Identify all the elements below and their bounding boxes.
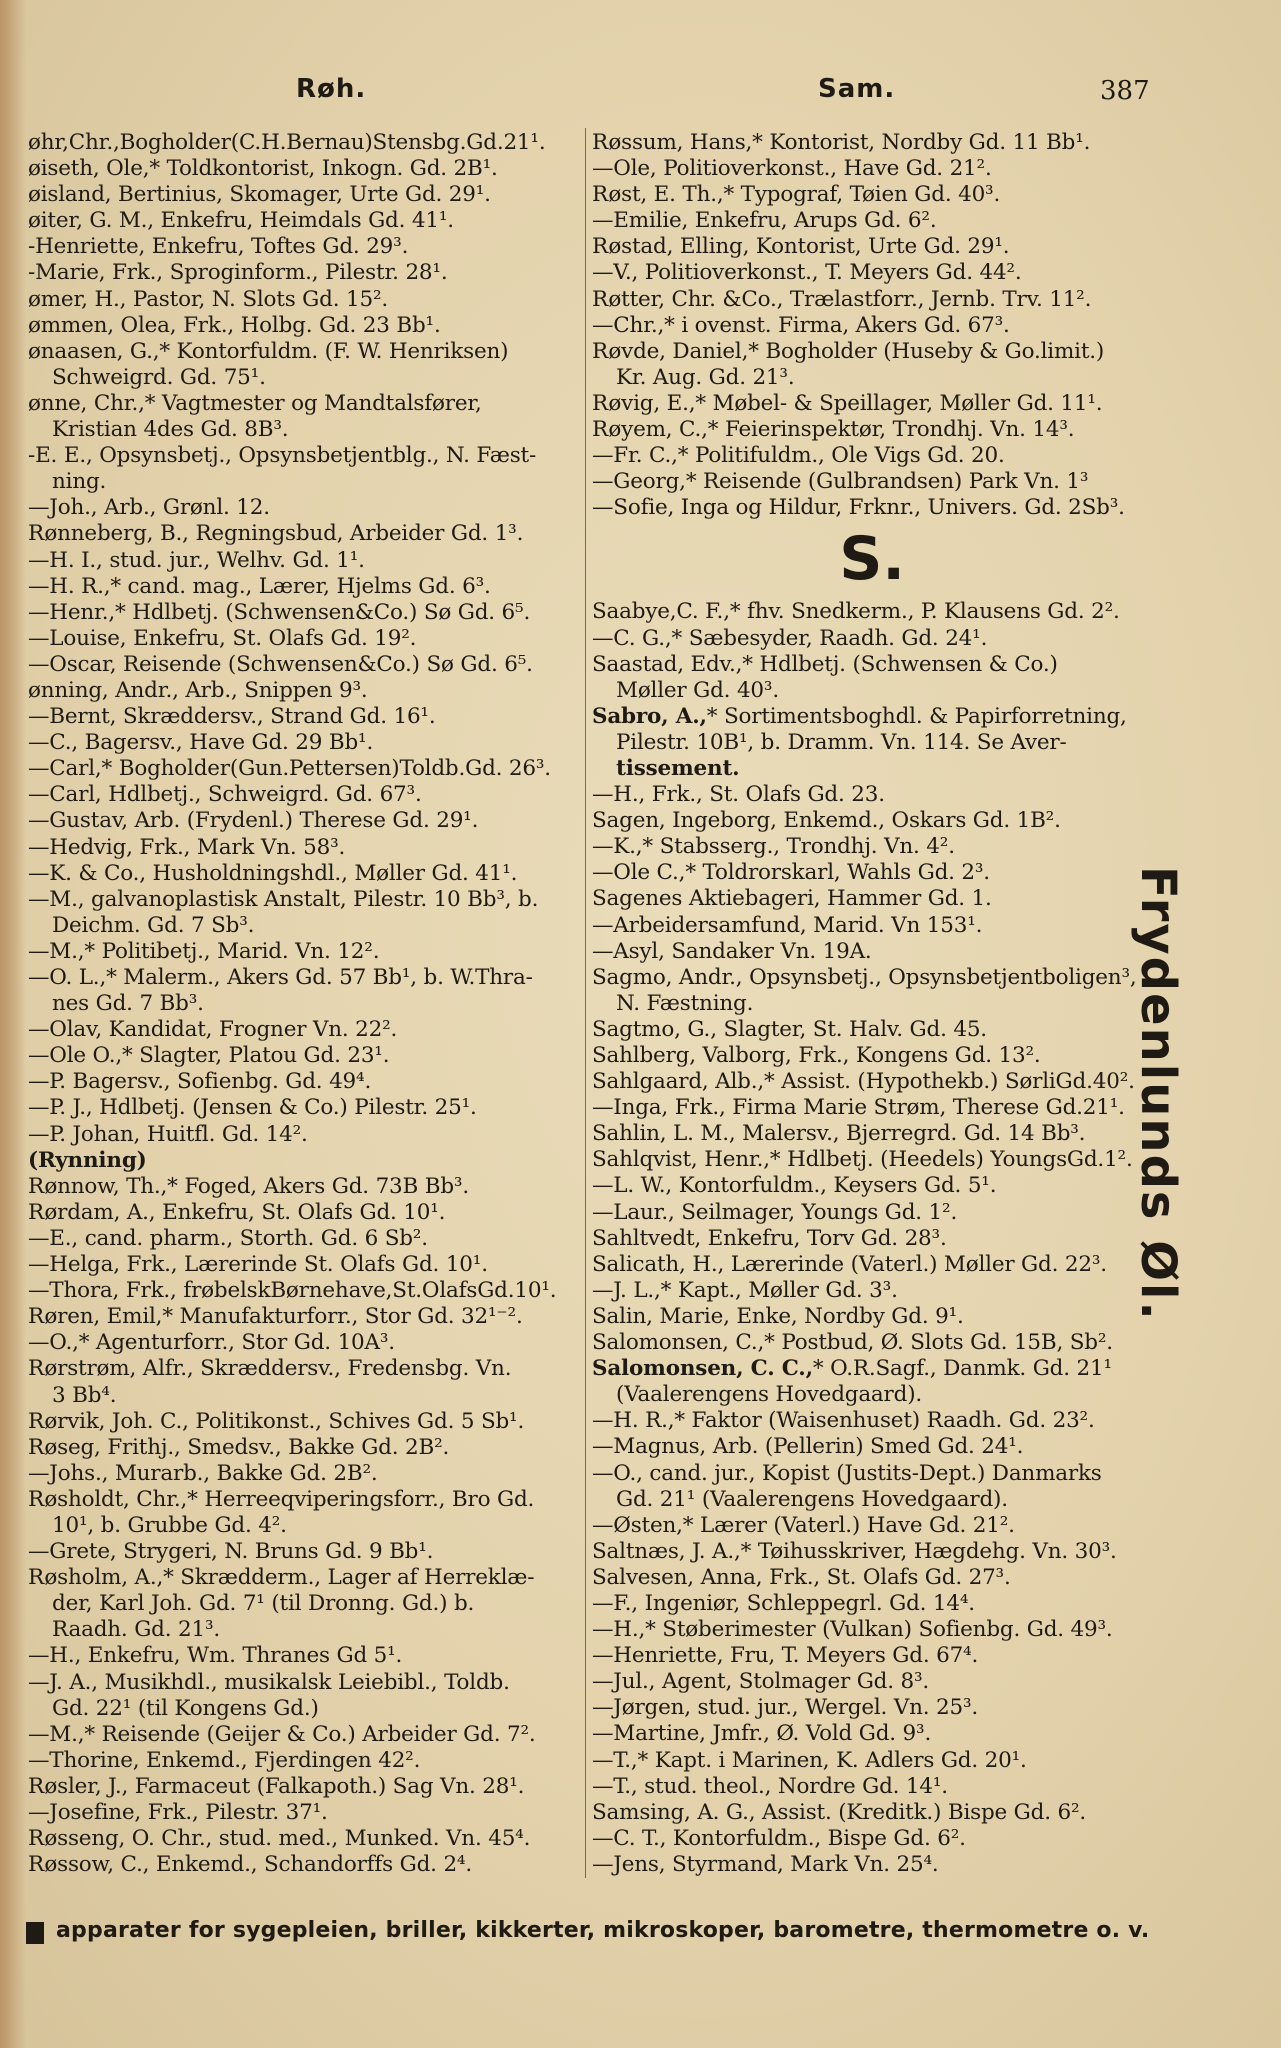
directory-entry: Sahlgaard, Alb.,* Assist. (Hypothekb.) SørliGd.40². [592, 1069, 1135, 1095]
page-number: 387 [1100, 76, 1150, 106]
right-column-s-entries [592, 599, 1152, 1878]
directory-entry: Sagenes Aktiebageri, Hammer Gd. 1. [592, 886, 992, 912]
directory-entry: —O., cand. jur., Kopist (Justits-Dept.) Danmarks [592, 1460, 1102, 1486]
directory-entry: Rørstrøm, Alfr., Skræddersv., Fredensbg. Vn. [28, 1356, 512, 1382]
right-column [592, 130, 1152, 1878]
directory-entry: Saabye,C. F.,* fhv. Snedkerm., P. Klausens Gd. 2². [592, 599, 1120, 625]
directory-entry: —H., Enkefru, Wm. Thranes Gd 5¹. [28, 1643, 403, 1669]
directory-entry: ønning, Andr., Arb., Snippen 9³. [28, 677, 368, 703]
directory-entry: —P. Johan, Huitfl. Gd. 14². [28, 1121, 308, 1147]
directory-entry: ømmen, Olea, Frk., Holbg. Gd. 23 Bb¹. [28, 312, 441, 338]
directory-entry: Sahltvedt, Enkefru, Torv Gd. 28³. [592, 1225, 947, 1251]
directory-entry: —Louise, Enkefru, St. Olafs Gd. 19². [28, 625, 417, 651]
directory-entry: Saastad, Edv.,* Hdlbetj. (Schwensen & Co.) [592, 651, 1058, 677]
directory-entry: —P. J., Hdlbetj. (Jensen & Co.) Pilestr. 25¹. [28, 1095, 477, 1121]
directory-entry: —O.,* Agenturforr., Stor Gd. 10A³. [28, 1330, 395, 1356]
directory-entry: Rørdam, A., Enkefru, St. Olafs Gd. 10¹. [28, 1199, 446, 1225]
directory-entry: —H.,* Støberimester (Vulkan) Sofienbg. Gd. 49³. [592, 1617, 1113, 1643]
directory-entry: —M., galvanoplastisk Anstalt, Pilestr. 10 Bb³, b. [28, 886, 539, 912]
directory-entry: —Gustav, Arb. (Frydenl.) Therese Gd. 29¹. [28, 808, 479, 834]
entry-name-bold: Sabro, A., [592, 703, 707, 729]
directory-entry: —Asyl, Sandaker Vn. 19A. [592, 938, 872, 964]
directory-entry: —Sofie, Inga og Hildur, Frknr., Univers. Gd. 2Sb³. [592, 495, 1125, 521]
directory-entry: —Henriette, Fru, T. Meyers Gd. 67⁴. [592, 1643, 979, 1669]
directory-entry: —Helga, Frk., Lærerinde St. Olafs Gd. 10¹. [28, 1252, 488, 1278]
directory-entry: —C. G.,* Sæbesyder, Raadh. Gd. 24¹. [592, 625, 988, 651]
directory-entry: øiseth, Ole,* Toldkontorist, Inkogn. Gd. 2B¹. [28, 156, 498, 182]
directory-entry: —J. L.,* Kapt., Møller Gd. 3³. [592, 1277, 898, 1303]
directory-entry: —Johs., Murarb., Bakke Gd. 2B². [28, 1460, 378, 1486]
directory-entry: —H., Frk., St. Olafs Gd. 23. [592, 782, 885, 808]
directory-entry: —Martine, Jmfr., Ø. Vold Gd. 9³. [592, 1721, 932, 1747]
entry-name-bold: Salomonsen, C. C., [592, 1356, 813, 1382]
directory-entry-continuation: Raadh. Gd. 21³. [52, 1617, 221, 1643]
directory-entry: —V., Politioverkonst., T. Meyers Gd. 44². [592, 260, 1022, 286]
directory-entry: —Bernt, Skræddersv., Strand Gd. 16¹. [28, 704, 436, 730]
directory-entry: —Thora, Frk., frøbelskBørnehave,St.OlafsGd.10¹. [28, 1278, 557, 1304]
directory-entry: —H. I., stud. jur., Welhv. Gd. 1¹. [28, 547, 365, 573]
directory-entry: Salin, Marie, Enke, Nordby Gd. 9¹. [592, 1303, 964, 1329]
directory-entry: —E., cand. pharm., Storth. Gd. 6 Sb². [28, 1225, 428, 1251]
directory-entry: -Marie, Frk., Sproginform., Pilestr. 28¹. [28, 260, 448, 286]
directory-entry: —Hedvig, Frk., Mark Vn. 58³. [28, 834, 346, 860]
directory-entry: Røst, E. Th.,* Typograf, Tøien Gd. 40³. [592, 182, 1001, 208]
directory-entry: —T., stud. theol., Nordre Gd. 14¹. [592, 1773, 948, 1799]
section-letter-heading: S. [839, 524, 905, 595]
directory-entry: Rønnow, Th.,* Foged, Akers Gd. 73B Bb³. [28, 1173, 469, 1199]
directory-entry: Salvesen, Anna, Frk., St. Olafs Gd. 27³. [592, 1564, 1011, 1590]
directory-entry-continuation: Gd. 21¹ (Vaalerengens Hovedgaard). [616, 1486, 1008, 1512]
directory-entry: Røssow, C., Enkemd., Schandorffs Gd. 2⁴. [28, 1852, 472, 1878]
directory-entry: —Inga, Frk., Firma Marie Strøm, Therese Gd.21¹. [592, 1095, 1125, 1121]
directory-entry: Røyem, C.,* Feierinspektør, Trondhj. Vn. 14³. [592, 417, 1075, 443]
directory-entry: -E. E., Opsynsbetj., Opsynsbetjentblg., N. Fæst- [28, 443, 537, 469]
directory-entry-continuation: nes Gd. 7 Bb³. [52, 991, 204, 1017]
directory-entry-continuation: Gd. 22¹ (til Kongens Gd.) [52, 1695, 319, 1721]
page-edge-shadow [0, 0, 26, 2048]
directory-entry-continuation: N. Fæstning. [616, 990, 754, 1016]
directory-entry: —Jens, Styrmand, Mark Vn. 25⁴. [592, 1851, 939, 1877]
directory-entry: —Carl,* Bogholder(Gun.Pettersen)Toldb.Gd. 26³. [28, 756, 551, 782]
directory-entry-continuation: Pilestr. 10B¹, b. Dramm. Vn. 114. Se Aver- [616, 729, 1067, 755]
directory-entry: —Olav, Kandidat, Frogner Vn. 22². [28, 1017, 398, 1043]
directory-entry: —P. Bagersv., Sofienbg. Gd. 49⁴. [28, 1069, 372, 1095]
directory-entry: Røtter, Chr. &Co., Trælastforr., Jernb. Trv. 11². [592, 286, 1092, 312]
directory-entry-continuation: der, Karl Joh. Gd. 7¹ (til Dronng. Gd.) b. [52, 1591, 475, 1617]
directory-entry: ømer, H., Pastor, N. Slots Gd. 15². [28, 286, 388, 312]
directory-entry: —Laur., Seilmager, Youngs Gd. 1². [592, 1199, 958, 1225]
directory-entry: -Henriette, Enkefru, Toftes Gd. 29³. [28, 234, 409, 260]
directory-entry: øhr,Chr.,Bogholder(C.H.Bernau)Stensbg.Gd.21¹. [28, 130, 546, 155]
directory-entry: Røsholdt, Chr.,* Herreeqviperingsforr., Bro Gd. [28, 1486, 535, 1512]
directory-entry: Sagen, Ingeborg, Enkemd., Oskars Gd. 1B². [592, 808, 1061, 834]
directory-entry: —Joh., Arb., Grønl. 12. [28, 495, 270, 521]
directory-entry: —Josefine, Frk., Pilestr. 37¹. [28, 1800, 328, 1825]
directory-entry: —Ole C.,* Toldrorskarl, Wahls Gd. 2³. [592, 860, 990, 886]
left-column [28, 130, 580, 1878]
directory-entry: Sahlqvist, Henr.,* Hdlbetj. (Heedels) YoungsGd.1². [592, 1147, 1133, 1173]
footer-ad-marker [26, 1922, 44, 1944]
directory-entry: Røvig, E.,* Møbel- & Speillager, Møller Gd. 11¹. [592, 390, 1103, 416]
directory-entry: Røsholm, A.,* Skrædderm., Lager af Herreklæ- [28, 1565, 535, 1591]
directory-entry: øisland, Bertinius, Skomager, Urte Gd. 29¹. [28, 182, 491, 208]
directory-entry: —H. R.,* cand. mag., Lærer, Hjelms Gd. 6³. [28, 573, 491, 599]
directory-entry: —Arbeidersamfund, Marid. Vn 153¹. [592, 912, 983, 938]
directory-entry: Rørvik, Joh. C., Politikonst., Schives Gd. 5 Sb¹. [28, 1408, 525, 1434]
directory-entry: —Jørgen, stud. jur., Wergel. Vn. 25³. [592, 1695, 979, 1721]
directory-entry: —M.,* Reisende (Geijer & Co.) Arbeider Gd. 7². [28, 1721, 536, 1747]
directory-entry: —Carl, Hdlbetj., Schweigrd. Gd. 67³. [28, 782, 422, 808]
right-column-r-entries [592, 130, 1152, 521]
directory-entry-continuation: 10¹, b. Grubbe Gd. 4². [52, 1512, 287, 1538]
directory-entry: —Østen,* Lærer (Vaterl.) Have Gd. 21². [592, 1512, 1015, 1538]
directory-entry: Sagtmo, G., Slagter, St. Halv. Gd. 45. [592, 1016, 987, 1042]
directory-entry: —C., Bagersv., Have Gd. 29 Bb¹. [28, 730, 374, 756]
directory-entry: Sabro, A.,* Sortimentsboghdl. & Papirforretning, [592, 703, 1127, 729]
directory-entry: Røsler, J., Farmaceut (Falkapoth.) Sag Vn. 28¹. [28, 1773, 525, 1799]
directory-entry: Samsing, A. G., Assist. (Kreditk.) Bispe Gd. 6². [592, 1799, 1087, 1825]
directory-entry: Saltnæs, J. A.,* Tøihusskriver, Hægdehg. Vn. 30³. [592, 1538, 1117, 1564]
directory-entry: Sahlberg, Valborg, Frk., Kongens Gd. 13². [592, 1043, 1041, 1068]
directory-entry-continuation: 3 Bb⁴. [52, 1382, 117, 1408]
directory-entry: —Ole O.,* Slagter, Platou Gd. 23¹. [28, 1043, 390, 1069]
directory-entry: Røseg, Frithj., Smedsv., Bakke Gd. 2B². [28, 1434, 450, 1460]
directory-entry: (Rynning) [28, 1147, 147, 1173]
directory-entry: ønaasen, G.,* Kontorfuldm. (F. W. Henriksen) [28, 338, 509, 364]
directory-entry: —Oscar, Reisende (Schwensen&Co.) Sø Gd. 6⁵. [28, 651, 533, 677]
directory-entry: —L. W., Kontorfuldm., Keysers Gd. 5¹. [592, 1173, 997, 1199]
directory-entry-continuation: tissement. [616, 755, 740, 781]
directory-entry-continuation: ning. [52, 469, 107, 495]
directory-entry: Røsseng, O. Chr., stud. med., Munked. Vn. 45⁴. [28, 1826, 531, 1852]
side-advertisement: Frydenlunds Øl. [1130, 866, 1186, 1322]
directory-entry: —H. R.,* Faktor (Waisenhuset) Raadh. Gd. 23². [592, 1408, 1095, 1434]
directory-entry: —M.,* Politibetj., Marid. Vn. 12². [28, 938, 380, 964]
header-left-keyword: Røh. [296, 74, 367, 104]
directory-entry: —F., Ingeniør, Schleppegrl. Gd. 14⁴. [592, 1590, 975, 1616]
directory-entry: Salicath, H., Lærerinde (Vaterl.) Møller Gd. 22³. [592, 1251, 1107, 1277]
directory-entry: Sahlin, L. M., Malersv., Bjerregrd. Gd. 14 Bb³. [592, 1121, 1086, 1147]
directory-entry: —Fr. C.,* Politifuldm., Ole Vigs Gd. 20. [592, 443, 1005, 469]
directory-entry: Salomonsen, C.,* Postbud, Ø. Slots Gd. 15B, Sb². [592, 1330, 1113, 1356]
directory-entry: Salomonsen, C. C.,* O.R.Sagf., Danmk. Gd. 21¹ [592, 1356, 1112, 1382]
directory-entry: —Georg,* Reisende (Gulbrandsen) Park Vn. 1³ [592, 469, 1089, 495]
footer-advertisement: apparater for sygepleien, briller, kikkerter, mikroskoper, barometre, thermometre o. v. [56, 1918, 1150, 1943]
directory-entry: Røstad, Elling, Kontorist, Urte Gd. 29¹. [592, 234, 1010, 260]
directory-entry: Rønneberg, B., Regningsbud, Arbeider Gd. 1³. [28, 521, 524, 547]
directory-entry: —C. T., Kontorfuldm., Bispe Gd. 6². [592, 1825, 966, 1851]
directory-entry-continuation: Schweigrd. Gd. 75¹. [52, 364, 266, 390]
directory-entry: Sagmo, Andr., Opsynsbetj., Opsynsbetjentboligen³, [592, 964, 1137, 990]
directory-entry-continuation: Kr. Aug. Gd. 21³. [616, 364, 795, 390]
directory-entry-continuation: (Vaalerengens Hovedgaard). [616, 1382, 923, 1408]
directory-entry: øiter, G. M., Enkefru, Heimdals Gd. 41¹. [28, 208, 454, 234]
directory-entry-continuation: Deichm. Gd. 7 Sb³. [52, 912, 255, 938]
directory-entry: Røvde, Daniel,* Bogholder (Huseby & Go.limit.) [592, 338, 1105, 364]
directory-entry: Røren, Emil,* Manufakturforr., Stor Gd. 32¹⁻². [28, 1304, 523, 1330]
directory-entry: —Magnus, Arb. (Pellerin) Smed Gd. 24¹. [592, 1434, 1024, 1460]
directory-entry: —Ole, Politioverkonst., Have Gd. 21². [592, 156, 992, 182]
directory-entry: —Henr.,* Hdlbetj. (Schwensen&Co.) Sø Gd. 6⁵. [28, 599, 531, 625]
directory-entry: —J. A., Musikhdl., musikalsk Leiebibl., Toldb. [28, 1669, 510, 1695]
directory-entry: —Grete, Strygeri, N. Bruns Gd. 9 Bb¹. [28, 1539, 434, 1565]
directory-entry-continuation: Møller Gd. 40³. [616, 677, 779, 703]
directory-entry: ønne, Chr.,* Vagtmester og Mandtalsfører, [28, 390, 482, 416]
directory-entry-continuation: Kristian 4des Gd. 8B³. [52, 417, 289, 443]
directory-entry: —Chr.,* i ovenst. Firma, Akers Gd. 67³. [592, 312, 1010, 338]
directory-entry: Røssum, Hans,* Kontorist, Nordby Gd. 11 Bb¹. [592, 130, 1091, 155]
column-divider [585, 128, 586, 1878]
header-right-keyword: Sam. [818, 74, 896, 104]
directory-entry: —K.,* Stabsserg., Trondhj. Vn. 4². [592, 834, 955, 860]
directory-entry: —Thorine, Enkemd., Fjerdingen 42². [28, 1747, 421, 1773]
directory-entry: —Jul., Agent, Stolmager Gd. 8³. [592, 1669, 930, 1695]
directory-entry: —Emilie, Enkefru, Arups Gd. 6². [592, 208, 937, 234]
directory-entry: —K. & Co., Husholdningshdl., Møller Gd. 41¹. [28, 860, 518, 886]
directory-entry: —T.,* Kapt. i Marinen, K. Adlers Gd. 20¹. [592, 1747, 1027, 1773]
directory-entry: —O. L.,* Malerm., Akers Gd. 57 Bb¹, b. W.Thra- [28, 965, 533, 990]
